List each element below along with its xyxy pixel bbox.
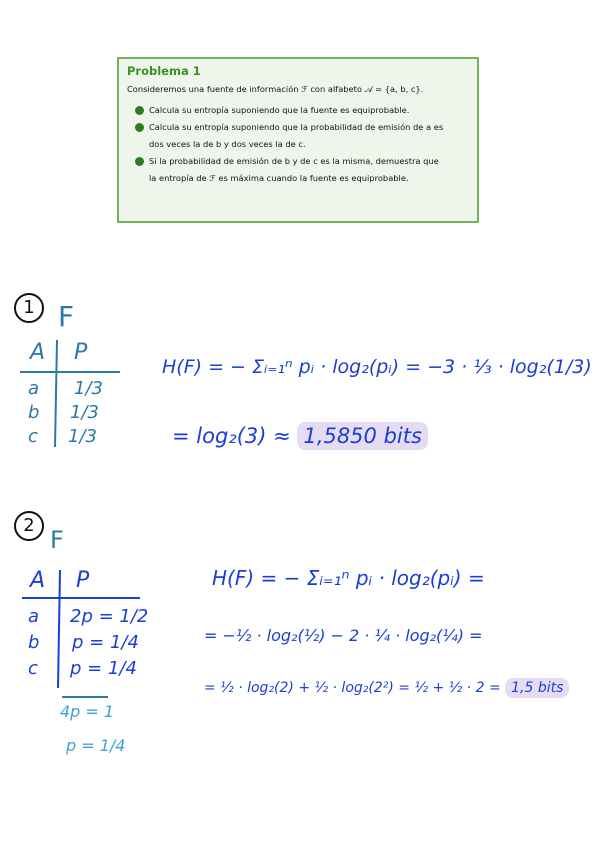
problem-item-text: la entropía de ℱ es máxima cuando la fuente es equiprobable. (149, 173, 409, 183)
source-label: F (58, 300, 75, 333)
table-cell: 1/3 (68, 426, 97, 447)
table-cell: 1/3 (70, 402, 99, 423)
table-cell: 2p = 1/2 (70, 606, 149, 627)
p-value-note: p = 1/4 (66, 736, 126, 755)
table-cell: p = 1/4 (72, 632, 139, 653)
table-cell: 1/3 (74, 378, 103, 399)
source-label: F (50, 526, 64, 554)
table-header-p: P (74, 340, 88, 365)
entropy-simplified (204, 680, 569, 696)
table-cell: p = 1/4 (70, 658, 137, 679)
table-cell: c (28, 426, 38, 447)
problem-title: Problema 1 (127, 64, 201, 78)
entropy-simplified (172, 424, 428, 448)
entropy-expansion: = −½ · log₂(½) − 2 · ¼ · log₂(¼) = (204, 626, 483, 645)
table-cell: b (28, 632, 40, 653)
part-number-badge: 1 (14, 293, 44, 323)
entropy-prefix: = ½ · log₂(2) + ½ · log₂(2²) = ½ + ½ · 2 = (204, 680, 501, 696)
table-cell: a (28, 606, 40, 627)
entropy-formula: H(F) = − Σᵢ₌₁ⁿ pᵢ · log₂(pᵢ) = −3 · ⅓ · log₂(1/3) (162, 356, 592, 378)
problem-item-text: Si la probabilidad de emisión de b y de c es la misma, demuestra que (149, 156, 439, 166)
result-highlight: 1,5850 bits (297, 422, 428, 450)
result-highlight: 1,5 bits (505, 678, 569, 698)
table-cell: b (28, 402, 40, 423)
entropy-formula: H(F) = − Σᵢ₌₁ⁿ pᵢ · log₂(pᵢ) = (212, 566, 485, 590)
table-header-a: A (30, 340, 46, 365)
problem-item-text: dos veces la de b y dos veces la de c. (149, 139, 306, 149)
table-cell: c (28, 658, 38, 679)
problem-item-text: Calcula su entropía suponiendo que la fuente es equiprobable. (149, 105, 410, 115)
part-number-badge: 2 (14, 511, 44, 541)
sum-note: 4p = 1 (60, 702, 115, 721)
problem-item-text: Calcula su entropía suponiendo que la probabilidad de emisión de a es (149, 122, 444, 132)
entropy-prefix: = log₂(3) ≈ (172, 424, 291, 448)
table-header-p: P (76, 568, 90, 593)
table-header-a: A (30, 568, 46, 593)
problem-intro: Consideremos una fuente de información ℱ con alfabeto 𝒜 = {a, b, c}. (127, 84, 424, 94)
table-cell: a (28, 378, 40, 399)
